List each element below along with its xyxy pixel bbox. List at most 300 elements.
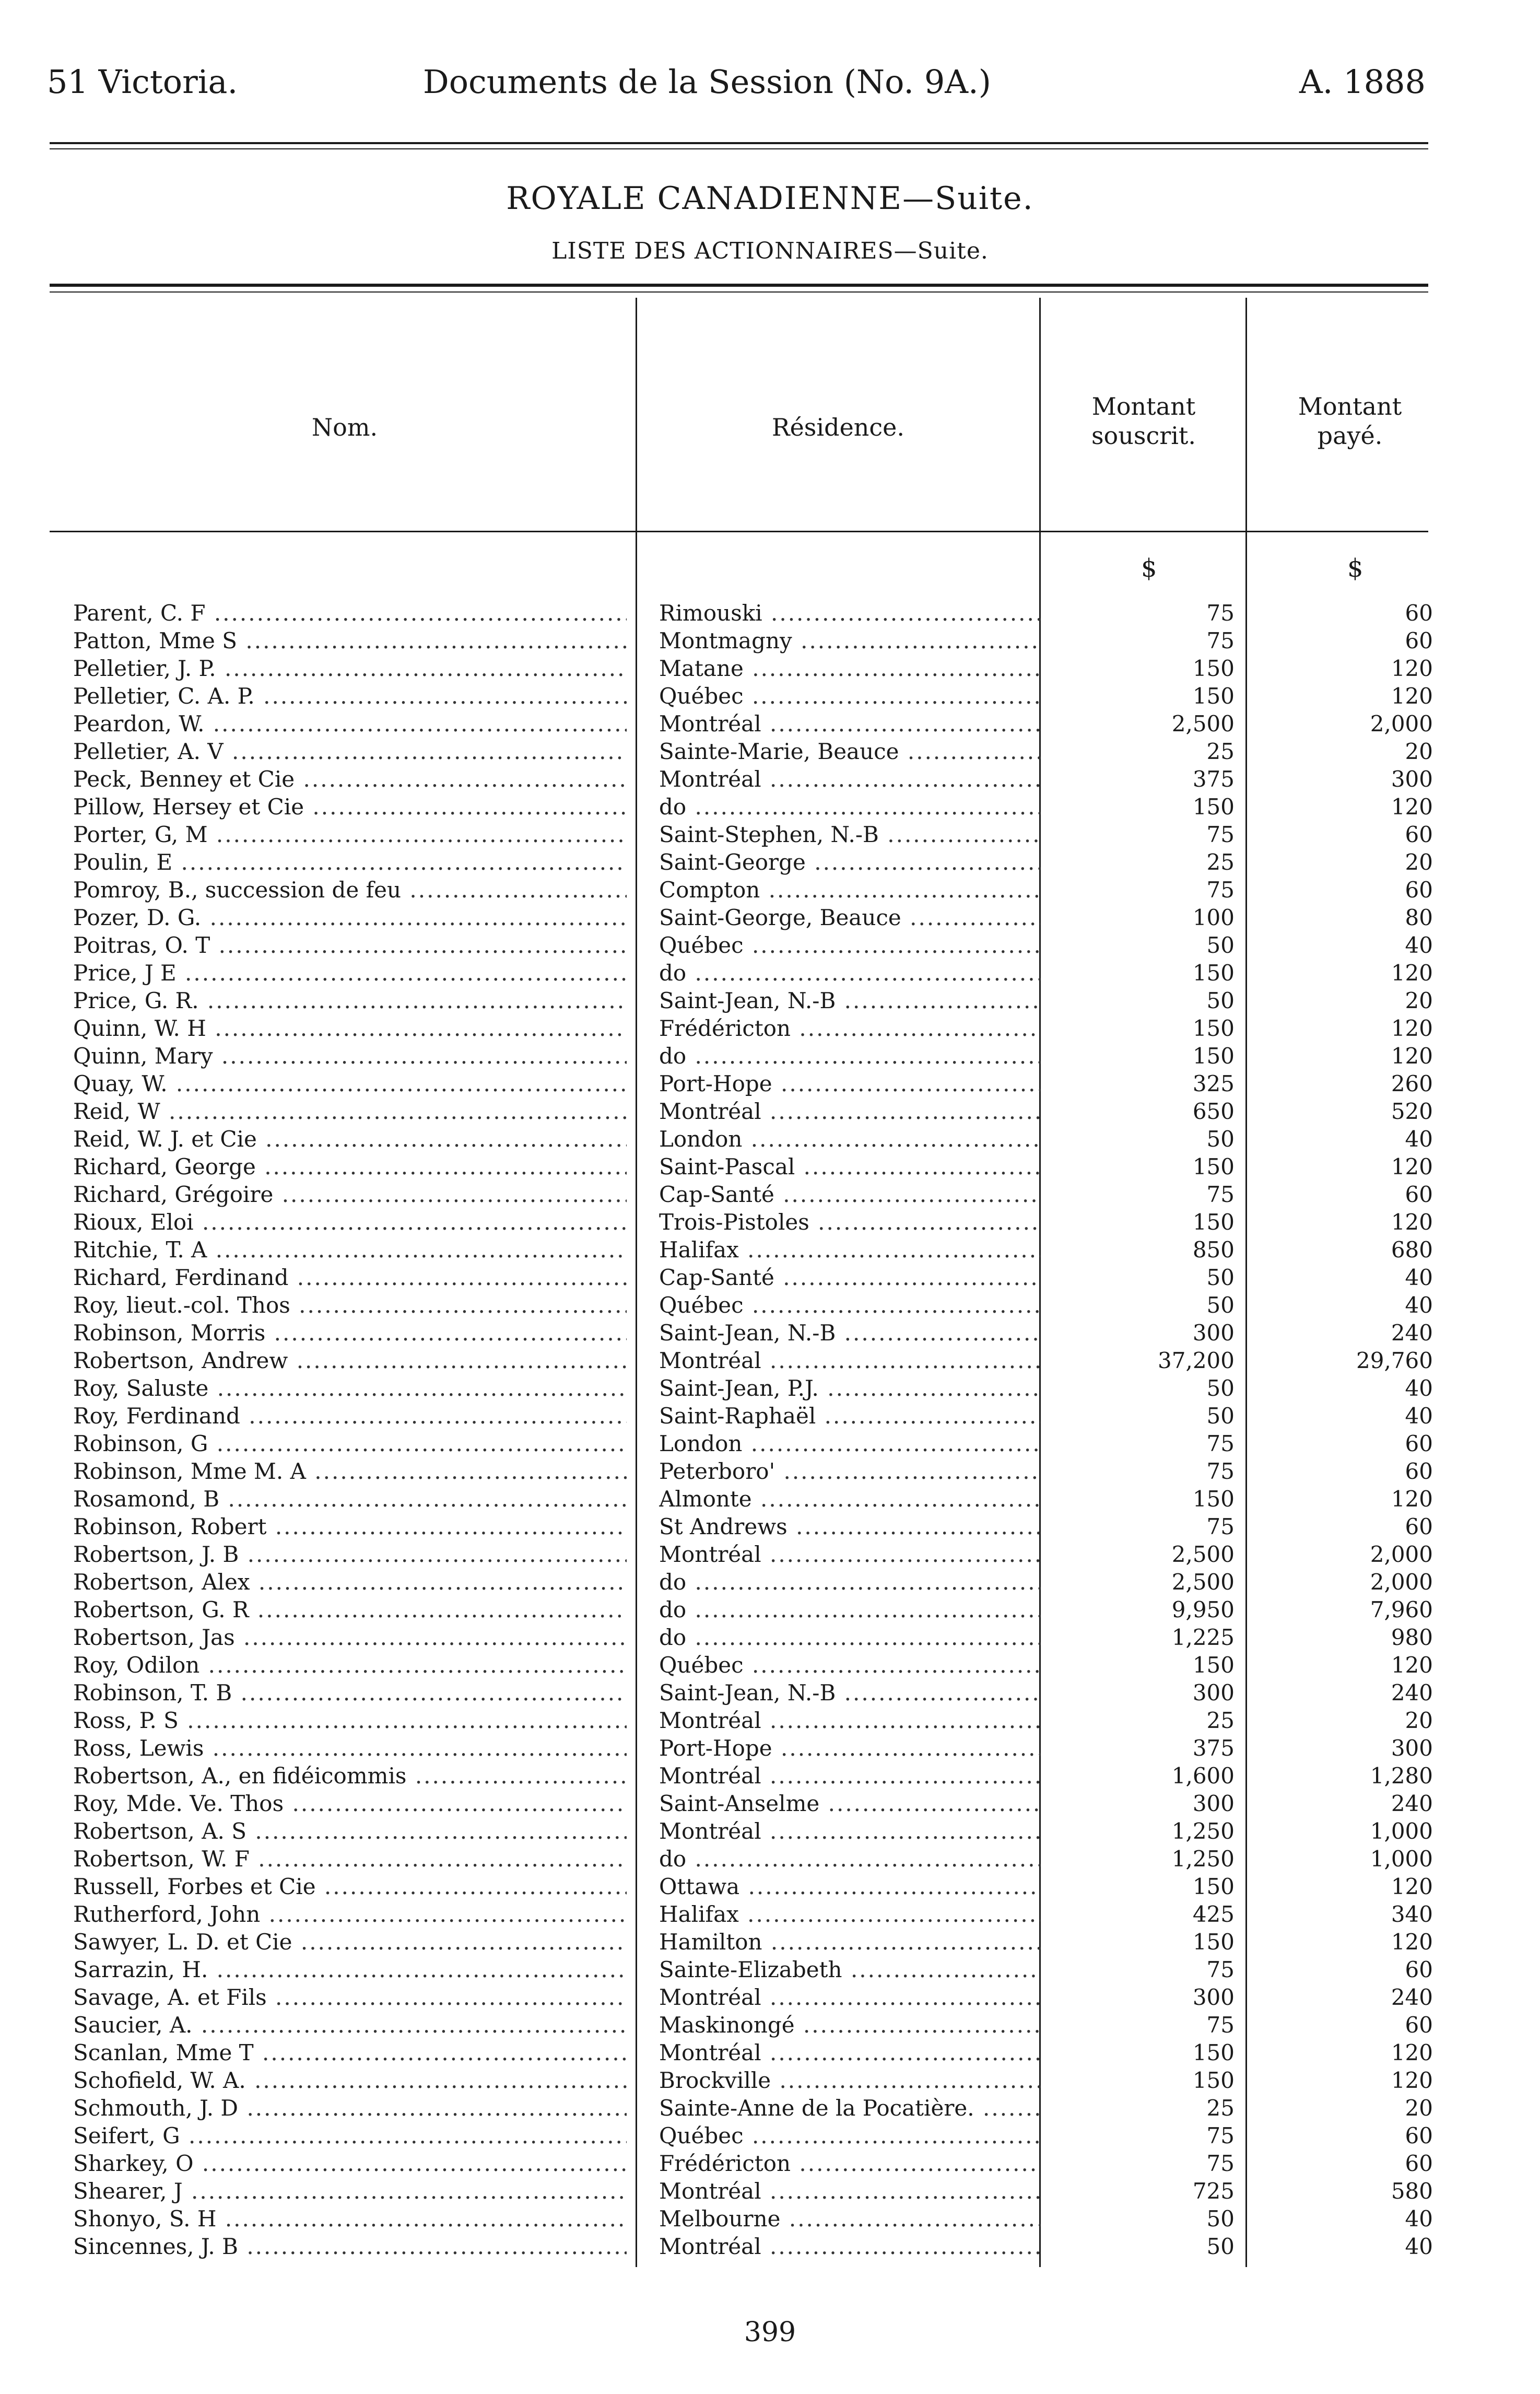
shareholder-residence: Saint-Jean, P.J. .....	[659, 1374, 1040, 1402]
shareholder-name: Ritchie, T. A .....	[73, 1236, 627, 1264]
table-row	[0, 1291, 1540, 1319]
shareholder-name: Richard, Ferdinand .....	[73, 1264, 627, 1291]
table-row	[0, 2150, 1540, 2177]
shareholder-residence: Québec .....	[659, 2122, 1040, 2150]
amount-subscribed: 75	[1206, 2151, 1235, 2176]
table-row	[0, 710, 1540, 738]
amount-paid: 40	[1405, 2206, 1433, 2232]
shareholder-residence: Québec .....	[659, 931, 1040, 959]
shareholder-name: Robertson, J. B .....	[73, 1540, 627, 1568]
shareholder-residence: Saint-Raphaël .....	[659, 1402, 1040, 1430]
amount-paid: 80	[1405, 905, 1433, 930]
amount-subscribed: 50	[1206, 1265, 1235, 1290]
table-row	[0, 793, 1540, 821]
shareholder-residence: Montréal .....	[659, 765, 1040, 793]
amount-subscribed: 150	[1192, 2068, 1235, 2093]
amount-subscribed: 50	[1206, 2206, 1235, 2232]
shareholder-residence: Frédéricton .....	[659, 2150, 1040, 2177]
amount-paid: 300	[1391, 766, 1433, 792]
shareholder-residence: Sainte-Elizabeth .....	[659, 1956, 1040, 1983]
shareholder-name: Sarrazin, H. .....	[73, 1956, 627, 1983]
amount-subscribed: 150	[1192, 1154, 1235, 1180]
header-documents-title: Documents de la Session (No. 9A.)	[423, 63, 991, 101]
amount-paid: 120	[1391, 2068, 1433, 2093]
amount-subscribed: 1,225	[1171, 1625, 1235, 1650]
shareholder-name: Price, G. R. .....	[73, 987, 627, 1014]
amount-subscribed: 325	[1192, 1071, 1235, 1096]
amount-paid: 40	[1405, 1126, 1433, 1152]
table-row	[0, 1900, 1540, 1928]
table-row	[0, 1873, 1540, 1900]
amount-subscribed: 375	[1192, 1735, 1235, 1761]
table-row	[0, 2233, 1540, 2260]
column-header-souscrit	[1044, 392, 1243, 450]
column-header-paye-line2: payé.	[1317, 422, 1383, 450]
shareholder-name: Quinn, W. H .....	[73, 1014, 627, 1042]
column-header-souscrit-line1: Montant	[1091, 392, 1196, 421]
shareholder-residence: Sainte-Anne de la Pocatière. .....	[659, 2094, 1040, 2122]
shareholder-name: Robinson, Robert .....	[73, 1513, 627, 1540]
amount-subscribed: 25	[1206, 849, 1235, 875]
header-year: A. 1888	[1299, 63, 1426, 101]
shareholder-name: Roy, lieut.-col. Thos .....	[73, 1291, 627, 1319]
amount-subscribed: 25	[1206, 1708, 1235, 1733]
shareholder-residence: Port-Hope .....	[659, 1734, 1040, 1762]
amount-paid: 1,280	[1370, 1763, 1433, 1789]
amount-subscribed: 300	[1192, 1320, 1235, 1346]
shareholder-residence: Montréal .....	[659, 1983, 1040, 2011]
amount-paid: 980	[1391, 1625, 1433, 1650]
shareholder-residence: do .....	[659, 1042, 1040, 1070]
amount-paid: 60	[1405, 2123, 1433, 2148]
table-row	[0, 821, 1540, 848]
shareholder-residence: Brockville .....	[659, 2066, 1040, 2094]
shareholder-residence: do .....	[659, 1568, 1040, 1596]
amount-paid: 60	[1405, 1431, 1433, 1456]
amount-subscribed: 300	[1192, 1984, 1235, 2010]
table-row	[0, 1153, 1540, 1181]
amount-paid: 60	[1405, 2012, 1433, 2038]
amount-paid: 2,000	[1370, 711, 1433, 737]
shareholder-name: Shonyo, S. H .....	[73, 2205, 627, 2233]
amount-paid: 120	[1391, 656, 1433, 681]
amount-subscribed: 300	[1192, 1791, 1235, 1816]
table-row	[0, 1513, 1540, 1540]
amount-paid: 20	[1405, 2095, 1433, 2121]
shareholder-residence: Saint-Jean, N.-B .....	[659, 1319, 1040, 1347]
amount-paid: 240	[1391, 1984, 1433, 2010]
shareholder-name: Robertson, Alex .....	[73, 1568, 627, 1596]
amount-paid: 60	[1405, 877, 1433, 903]
table-row	[0, 1014, 1540, 1042]
amount-paid: 60	[1405, 1957, 1433, 1982]
shareholder-residence: Rimouski .....	[659, 599, 1040, 627]
amount-subscribed: 50	[1206, 2234, 1235, 2259]
table-row	[0, 1596, 1540, 1624]
shareholder-residence: Montréal .....	[659, 1817, 1040, 1845]
shareholder-residence: London .....	[659, 1430, 1040, 1457]
table-row	[0, 1236, 1540, 1264]
table-row	[0, 627, 1540, 655]
amount-subscribed: 9,950	[1171, 1597, 1235, 1622]
header-rule-bottom	[50, 148, 1428, 149]
table-row	[0, 1374, 1540, 1402]
shareholder-residence: Québec .....	[659, 1291, 1040, 1319]
table-row	[0, 2122, 1540, 2150]
amount-paid: 580	[1391, 2178, 1433, 2204]
amount-paid: 60	[1405, 1182, 1433, 1207]
shareholder-name: Robertson, A. S .....	[73, 1817, 627, 1845]
amount-subscribed: 375	[1192, 766, 1235, 792]
shareholder-name: Robinson, Mme M. A .....	[73, 1457, 627, 1485]
shareholder-name: Scanlan, Mme T .....	[73, 2039, 627, 2066]
shareholder-name: Pelletier, A. V .....	[73, 738, 627, 765]
shareholder-name: Sharkey, O .....	[73, 2150, 627, 2177]
shareholder-name: Poitras, O. T .....	[73, 931, 627, 959]
amount-paid: 240	[1391, 1680, 1433, 1706]
shareholder-name: Rioux, Eloi .....	[73, 1208, 627, 1236]
amount-subscribed: 50	[1206, 1403, 1235, 1429]
table-row	[0, 1983, 1540, 2011]
shareholder-name: Roy, Ferdinand .....	[73, 1402, 627, 1430]
running-header	[47, 63, 1426, 120]
shareholder-residence: Melbourne .....	[659, 2205, 1040, 2233]
shareholder-residence: Montréal .....	[659, 710, 1040, 738]
shareholder-residence: do .....	[659, 793, 1040, 821]
amount-subscribed: 150	[1192, 794, 1235, 820]
shareholder-name: Pillow, Hersey et Cie .....	[73, 793, 627, 821]
shareholder-name: Savage, A. et Fils .....	[73, 1983, 627, 2011]
shareholder-name: Rosamond, B .....	[73, 1485, 627, 1513]
table-row	[0, 1097, 1540, 1125]
shareholder-residence: Montréal .....	[659, 1707, 1040, 1734]
table-row	[0, 2066, 1540, 2094]
shareholder-name: Russell, Forbes et Cie .....	[73, 1873, 627, 1900]
shareholder-name: Ross, Lewis .....	[73, 1734, 627, 1762]
amount-subscribed: 150	[1192, 1652, 1235, 1678]
shareholder-residence: Halifax .....	[659, 1900, 1040, 1928]
shareholder-residence: do .....	[659, 959, 1040, 987]
amount-subscribed: 150	[1192, 683, 1235, 709]
amount-subscribed: 50	[1206, 1292, 1235, 1318]
shareholder-residence: Sainte-Marie, Beauce .....	[659, 738, 1040, 765]
table-row	[0, 904, 1540, 931]
amount-subscribed: 1,600	[1171, 1763, 1235, 1789]
shareholder-residence: do .....	[659, 1596, 1040, 1624]
shareholder-name: Roy, Saluste .....	[73, 1374, 627, 1402]
shareholder-residence: Montréal .....	[659, 1540, 1040, 1568]
amount-subscribed: 150	[1192, 2040, 1235, 2065]
amount-subscribed: 2,500	[1171, 711, 1235, 737]
header-rule-top	[50, 142, 1428, 144]
table-row	[0, 655, 1540, 682]
shareholder-residence: Saint-Jean, N.-B .....	[659, 987, 1040, 1014]
amount-paid: 40	[1405, 1265, 1433, 1290]
table-row	[0, 1734, 1540, 1762]
table-row	[0, 2094, 1540, 2122]
shareholder-residence: Saint-Anselme .....	[659, 1790, 1040, 1817]
amount-subscribed: 1,250	[1171, 1846, 1235, 1872]
amount-subscribed: 650	[1192, 1099, 1235, 1124]
table-row	[0, 1402, 1540, 1430]
shareholder-residence: Hamilton .....	[659, 1928, 1040, 1956]
shareholder-residence: Port-Hope .....	[659, 1070, 1040, 1097]
column-header-souscrit-line2: souscrit.	[1091, 422, 1196, 450]
amount-paid: 20	[1405, 1708, 1433, 1733]
table-row	[0, 1264, 1540, 1291]
table-row	[0, 1430, 1540, 1457]
shareholder-residence: Cap-Santé .....	[659, 1181, 1040, 1208]
shareholder-name: Robertson, W. F .....	[73, 1845, 627, 1873]
shareholder-residence: Montréal .....	[659, 1347, 1040, 1374]
shareholder-residence: Montréal .....	[659, 1097, 1040, 1125]
shareholder-residence: Maskinongé .....	[659, 2011, 1040, 2039]
amount-subscribed: 75	[1206, 2012, 1235, 2038]
amount-subscribed: 2,500	[1171, 1569, 1235, 1595]
amount-paid: 120	[1391, 1874, 1433, 1899]
amount-subscribed: 150	[1192, 656, 1235, 681]
amount-paid: 240	[1391, 1320, 1433, 1346]
amount-subscribed: 75	[1206, 822, 1235, 847]
shareholder-name: Reid, W. J. et Cie .....	[73, 1125, 627, 1153]
shareholder-residence: Saint-Pascal .....	[659, 1153, 1040, 1181]
shareholder-residence: Montmagny .....	[659, 627, 1040, 655]
table-rule-top-thin	[50, 291, 1428, 293]
amount-paid: 1,000	[1370, 1818, 1433, 1844]
shareholder-name: Pomroy, B., succession de feu .....	[73, 876, 627, 904]
table-row	[0, 1485, 1540, 1513]
shareholder-residence: Peterboro' .....	[659, 1457, 1040, 1485]
amount-paid: 120	[1391, 1154, 1433, 1180]
shareholder-name: Quay, W. .....	[73, 1070, 627, 1097]
shareholder-name: Robinson, G .....	[73, 1430, 627, 1457]
amount-paid: 40	[1405, 1375, 1433, 1401]
shareholder-name: Quinn, Mary .....	[73, 1042, 627, 1070]
table-row	[0, 2177, 1540, 2205]
table-row	[0, 1651, 1540, 1679]
amount-subscribed: 150	[1192, 1043, 1235, 1069]
shareholder-residence: Montréal .....	[659, 2039, 1040, 2066]
amount-subscribed: 75	[1206, 1957, 1235, 1982]
shareholder-name: Saucier, A. .....	[73, 2011, 627, 2039]
shareholder-name: Pozer, D. G. .....	[73, 904, 627, 931]
shareholder-name: Price, J E .....	[73, 959, 627, 987]
amount-paid: 520	[1391, 1099, 1433, 1124]
shareholder-residence: Montréal .....	[659, 2177, 1040, 2205]
shareholder-name: Porter, G, M .....	[73, 821, 627, 848]
currency-symbol-souscrit: $	[1141, 554, 1157, 583]
amount-paid: 240	[1391, 1791, 1433, 1816]
table-row	[0, 1845, 1540, 1873]
amount-subscribed: 50	[1206, 932, 1235, 958]
shareholder-name: Pelletier, J. P. .....	[73, 655, 627, 682]
table-row	[0, 1070, 1540, 1097]
amount-paid: 40	[1405, 2234, 1433, 2259]
amount-subscribed: 75	[1206, 600, 1235, 626]
amount-subscribed: 100	[1192, 905, 1235, 930]
shareholder-name: Richard, George .....	[73, 1153, 627, 1181]
amount-paid: 29,760	[1356, 1348, 1433, 1373]
amount-paid: 120	[1391, 1043, 1433, 1069]
shareholder-name: Robinson, Morris .....	[73, 1319, 627, 1347]
shareholder-residence: Frédéricton .....	[659, 1014, 1040, 1042]
table-row	[0, 738, 1540, 765]
table-row	[0, 1319, 1540, 1347]
page-number: 399	[744, 2317, 796, 2348]
shareholder-name: Robertson, A., en fidéicommis .....	[73, 1762, 627, 1790]
shareholder-name: Shearer, J .....	[73, 2177, 627, 2205]
amount-subscribed: 150	[1192, 1209, 1235, 1235]
table-row	[0, 599, 1540, 627]
amount-subscribed: 50	[1206, 1375, 1235, 1401]
header-session-volume: 51 Victoria.	[47, 63, 238, 101]
amount-subscribed: 75	[1206, 628, 1235, 653]
table-row	[0, 1181, 1540, 1208]
column-header-rule	[50, 531, 1428, 532]
column-header-paye	[1251, 392, 1449, 450]
shareholder-name: Robertson, Jas .....	[73, 1624, 627, 1651]
shareholder-name: Richard, Grégoire .....	[73, 1181, 627, 1208]
table-row	[0, 1928, 1540, 1956]
page-subtitle: LISTE DES ACTIONNAIRES—Suite.	[551, 238, 989, 264]
shareholder-name: Sincennes, J. B .....	[73, 2233, 627, 2260]
table-row	[0, 1208, 1540, 1236]
shareholder-name: Sawyer, L. D. et Cie .....	[73, 1928, 627, 1956]
amount-subscribed: 725	[1192, 2178, 1235, 2204]
amount-paid: 60	[1405, 2151, 1433, 2176]
amount-subscribed: 37,200	[1158, 1348, 1235, 1373]
table-row	[0, 1956, 1540, 1983]
amount-subscribed: 75	[1206, 1458, 1235, 1484]
table-row	[0, 848, 1540, 876]
shareholder-residence: Québec .....	[659, 1651, 1040, 1679]
shareholder-residence: Québec .....	[659, 682, 1040, 710]
table-row	[0, 1125, 1540, 1153]
amount-paid: 120	[1391, 794, 1433, 820]
amount-paid: 20	[1405, 988, 1433, 1013]
shareholder-name: Rutherford, John .....	[73, 1900, 627, 1928]
amount-paid: 7,960	[1370, 1597, 1433, 1622]
amount-subscribed: 25	[1206, 2095, 1235, 2121]
shareholder-residence: St Andrews .....	[659, 1513, 1040, 1540]
table-row	[0, 1457, 1540, 1485]
amount-paid: 120	[1391, 960, 1433, 986]
currency-symbol-paye: $	[1347, 554, 1363, 583]
amount-subscribed: 150	[1192, 960, 1235, 986]
shareholder-residence: Halifax .....	[659, 1236, 1040, 1264]
shareholder-residence: Almonte .....	[659, 1485, 1040, 1513]
amount-paid: 60	[1405, 600, 1433, 626]
amount-subscribed: 75	[1206, 1182, 1235, 1207]
amount-paid: 340	[1391, 1901, 1433, 1927]
amount-subscribed: 2,500	[1171, 1541, 1235, 1567]
shareholder-residence: Matane .....	[659, 655, 1040, 682]
shareholder-residence: Saint-George, Beauce .....	[659, 904, 1040, 931]
amount-paid: 60	[1405, 628, 1433, 653]
shareholder-residence: Cap-Santé .....	[659, 1264, 1040, 1291]
amount-subscribed: 300	[1192, 1680, 1235, 1706]
amount-paid: 120	[1391, 1929, 1433, 1955]
shareholder-name: Roy, Odilon .....	[73, 1651, 627, 1679]
shareholder-residence: Saint-George .....	[659, 848, 1040, 876]
shareholder-residence: Montréal .....	[659, 2233, 1040, 2260]
amount-paid: 120	[1391, 1015, 1433, 1041]
table-row	[0, 1042, 1540, 1070]
shareholder-residence: Saint-Jean, N.-B .....	[659, 1679, 1040, 1707]
table-row	[0, 1624, 1540, 1651]
table-row	[0, 1568, 1540, 1596]
table-row	[0, 1817, 1540, 1845]
amount-subscribed: 25	[1206, 739, 1235, 764]
amount-paid: 60	[1405, 1514, 1433, 1539]
amount-subscribed: 150	[1192, 1486, 1235, 1512]
amount-paid: 300	[1391, 1735, 1433, 1761]
shareholder-residence: do .....	[659, 1845, 1040, 1873]
amount-subscribed: 75	[1206, 1431, 1235, 1456]
shareholder-name: Schofield, W. A. .....	[73, 2066, 627, 2094]
amount-paid: 40	[1405, 1292, 1433, 1318]
page-title: ROYALE CANADIENNE—Suite.	[506, 180, 1034, 217]
amount-subscribed: 75	[1206, 2123, 1235, 2148]
amount-paid: 120	[1391, 1652, 1433, 1678]
shareholder-name: Robertson, Andrew .....	[73, 1347, 627, 1374]
amount-paid: 260	[1391, 1071, 1433, 1096]
amount-subscribed: 75	[1206, 1514, 1235, 1539]
shareholder-name: Robertson, G. R .....	[73, 1596, 627, 1624]
amount-paid: 120	[1391, 1486, 1433, 1512]
table-row	[0, 1707, 1540, 1734]
shareholder-name: Patton, Mme S .....	[73, 627, 627, 655]
table-row	[0, 959, 1540, 987]
shareholder-residence: Montréal .....	[659, 1762, 1040, 1790]
shareholder-name: Roy, Mde. Ve. Thos .....	[73, 1790, 627, 1817]
shareholder-residence: Trois-Pistoles .....	[659, 1208, 1040, 1236]
shareholder-name: Reid, W .....	[73, 1097, 627, 1125]
amount-paid: 1,000	[1370, 1846, 1433, 1872]
column-header-nom: Nom.	[311, 413, 378, 441]
table-row	[0, 682, 1540, 710]
table-row	[0, 1679, 1540, 1707]
amount-paid: 2,000	[1370, 1541, 1433, 1567]
amount-paid: 60	[1405, 822, 1433, 847]
shareholder-name: Peck, Benney et Cie .....	[73, 765, 627, 793]
amount-subscribed: 150	[1192, 1874, 1235, 1899]
amount-paid: 20	[1405, 849, 1433, 875]
shareholder-name: Parent, C. F .....	[73, 599, 627, 627]
table-row	[0, 876, 1540, 904]
amount-subscribed: 75	[1206, 877, 1235, 903]
shareholder-residence: Ottawa .....	[659, 1873, 1040, 1900]
table-row	[0, 1790, 1540, 1817]
amount-paid: 60	[1405, 1458, 1433, 1484]
table-row	[0, 2205, 1540, 2233]
table-row	[0, 987, 1540, 1014]
shareholder-name: Peardon, W. .....	[73, 710, 627, 738]
shareholder-name: Poulin, E .....	[73, 848, 627, 876]
table-row	[0, 765, 1540, 793]
shareholder-residence: Compton .....	[659, 876, 1040, 904]
amount-paid: 2,000	[1370, 1569, 1433, 1595]
amount-subscribed: 150	[1192, 1929, 1235, 1955]
shareholder-name: Pelletier, C. A. P. .....	[73, 682, 627, 710]
table-row	[0, 2011, 1540, 2039]
shareholder-name: Seifert, G .....	[73, 2122, 627, 2150]
amount-subscribed: 150	[1192, 1015, 1235, 1041]
shareholder-name: Schmouth, J. D .....	[73, 2094, 627, 2122]
shareholder-name: Robinson, T. B .....	[73, 1679, 627, 1707]
shareholder-residence: London .....	[659, 1125, 1040, 1153]
shareholder-residence: Saint-Stephen, N.-B .....	[659, 821, 1040, 848]
